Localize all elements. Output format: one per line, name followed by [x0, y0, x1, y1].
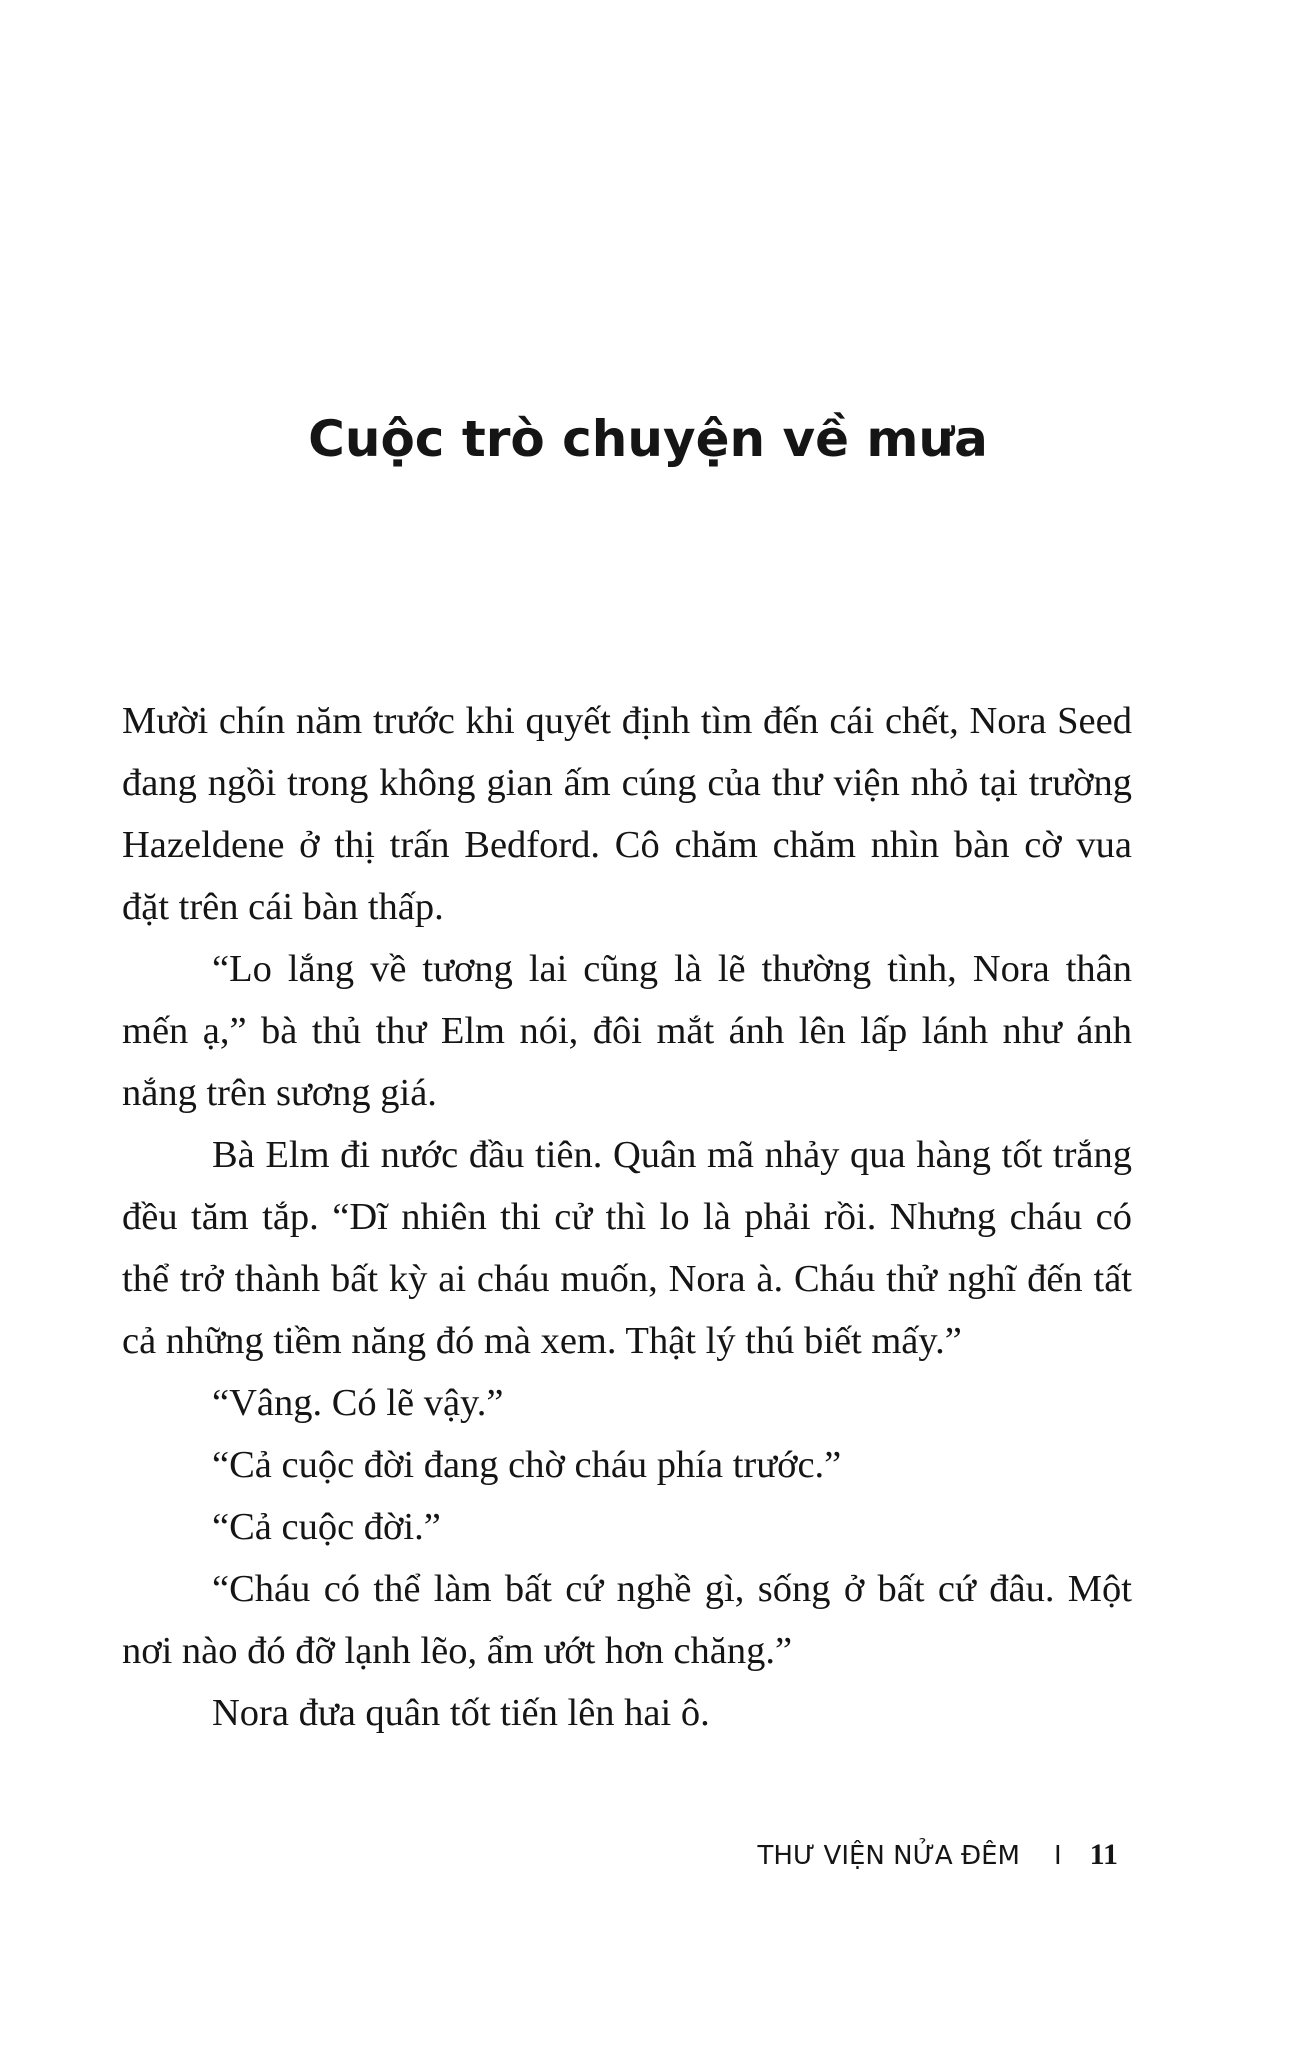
footer-separator: I [1053, 1841, 1062, 1871]
chapter-title: Cuộc trò chuyện về mưa [308, 410, 988, 468]
paragraph: Bà Elm đi nước đầu tiên. Quân mã nhảy qua hàng tốt trắng đều tăm tắp. “Dĩ nhiên thi cử thì lo là phải rồi. Nhưng cháu có thể trở thành bất kỳ ai cháu muốn, Nora à. Cháu thử nghĩ đến tất cả những tiềm năng đó mà xem. Thật lý thú biết mấy.” [122, 1134, 1132, 1362]
page-number: 11 [1089, 1838, 1118, 1871]
paragraph: Nora đưa quân tốt tiến lên hai ô. [212, 1692, 710, 1734]
book-title: THƯ VIỆN NỬA ĐÊM [757, 1841, 1020, 1871]
chapter-body [122, 690, 1132, 1744]
running-footer [0, 1838, 1118, 1872]
paragraph: Mười chín năm trước khi quyết định tìm đến cái chết, Nora Seed đang ngồi trong không gian ấm cúng của thư viện nhỏ tại trường Hazeldene ở thị trấn Bedford. Cô chăm chăm nhìn bàn cờ vua đặt trên cái bàn thấp. [122, 700, 1132, 928]
paragraph: “Vâng. Có lẽ vậy.” [212, 1382, 504, 1424]
paragraph: “Cháu có thể làm bất cứ nghề gì, sống ở bất cứ đâu. Một nơi nào đó đỡ lạnh lẽo, ẩm ướt hơn chăng.” [122, 1568, 1132, 1672]
paragraph: “Cả cuộc đời đang chờ cháu phía trước.” [212, 1444, 842, 1486]
paragraph: “Lo lắng về tương lai cũng là lẽ thường tình, Nora thân mến ạ,” bà thủ thư Elm nói, đôi mắt ánh lên lấp lánh như ánh nắng trên sương giá. [122, 948, 1132, 1114]
paragraph: “Cả cuộc đời.” [212, 1506, 441, 1548]
